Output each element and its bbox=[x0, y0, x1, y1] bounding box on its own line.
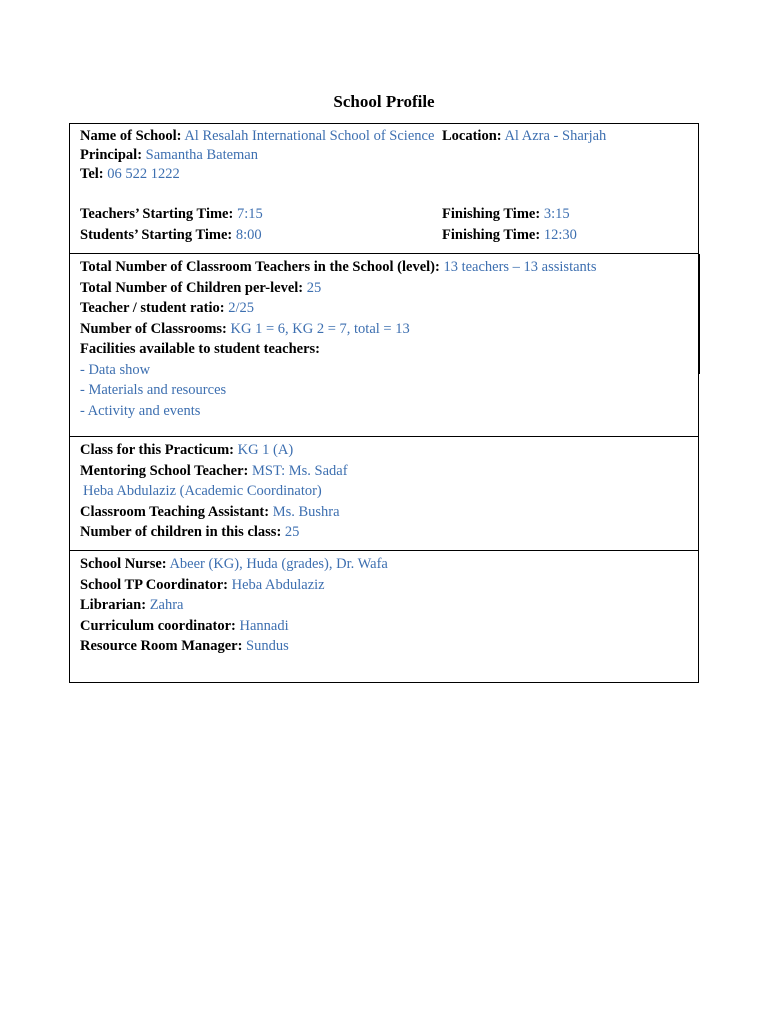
class-value: KG 1 (A) bbox=[237, 442, 294, 458]
mentor-value: MST: Ms. Sadaf bbox=[251, 462, 348, 479]
librarian-label: Librarian: bbox=[80, 597, 147, 613]
children-per-level-label: Total Number of Children per-level: bbox=[80, 279, 304, 296]
classrooms-value: KG 1 = 6, KG 2 = 7, total = 13 bbox=[230, 320, 410, 337]
assistant-value: Ms. Bushra bbox=[272, 503, 340, 520]
total-teachers-label: Total Number of Classroom Teachers in the School (level): bbox=[80, 259, 440, 275]
staffing-section bbox=[70, 254, 698, 437]
librarian-row bbox=[80, 595, 698, 616]
librarian-value: Zahra bbox=[149, 597, 184, 613]
classrooms-row bbox=[80, 319, 698, 340]
tel-value: 06 522 1222 bbox=[107, 166, 180, 182]
teachers-start-value: 7:15 bbox=[236, 206, 263, 222]
resource-room-row bbox=[80, 636, 698, 657]
students-start-label: Students’ Starting Time: bbox=[80, 227, 233, 243]
tel-row bbox=[80, 165, 698, 184]
teachers-finish-value: 3:15 bbox=[543, 206, 570, 222]
right-border-accent bbox=[698, 254, 700, 374]
children-per-level-value: 25 bbox=[306, 279, 322, 296]
class-label: Class for this Practicum: bbox=[80, 442, 234, 458]
mentor-row bbox=[80, 461, 698, 482]
school-info-section bbox=[70, 124, 698, 254]
location-value: Al Azra - Sharjah bbox=[504, 128, 607, 144]
nurse-value: Abeer (KG), Huda (grades), Dr. Wafa bbox=[169, 556, 388, 572]
ratio-row bbox=[80, 298, 698, 319]
tp-coordinator-label: School TP Coordinator: bbox=[80, 576, 228, 593]
facility-item: - Materials and resources bbox=[80, 382, 227, 398]
tp-coordinator-value: Heba Abdulaziz bbox=[231, 576, 325, 593]
page-title: School Profile bbox=[333, 92, 435, 111]
students-time-row bbox=[80, 225, 698, 246]
teachers-time-row bbox=[80, 204, 698, 225]
facility-item: - Data show bbox=[80, 361, 151, 378]
teachers-finish-label: Finishing Time: bbox=[442, 206, 541, 222]
class-children-label: Number of children in this class: bbox=[80, 524, 282, 540]
profile-table bbox=[69, 123, 699, 683]
mentor-label: Mentoring School Teacher: bbox=[80, 462, 249, 479]
class-children-row bbox=[80, 522, 698, 543]
principal-label: Principal: bbox=[80, 147, 143, 163]
total-teachers-row bbox=[80, 257, 698, 278]
resource-room-label: Resource Room Manager: bbox=[80, 638, 243, 654]
curriculum-value: Hannadi bbox=[239, 617, 289, 634]
name-location-row bbox=[80, 127, 698, 146]
name-label: Name of School: bbox=[80, 128, 182, 144]
resource-room-value: Sundus bbox=[246, 638, 289, 654]
ratio-label: Teacher / student ratio: bbox=[80, 300, 225, 316]
curriculum-label: Curriculum coordinator: bbox=[80, 617, 236, 634]
class-row bbox=[80, 440, 698, 461]
facility-item: - Activity and events bbox=[80, 402, 201, 419]
contacts-section bbox=[70, 551, 698, 682]
ratio-value: 2/25 bbox=[228, 300, 254, 316]
principal-value: Samantha Bateman bbox=[145, 147, 258, 163]
tel-label: Tel: bbox=[80, 166, 104, 182]
assistant-label: Classroom Teaching Assistant: bbox=[80, 503, 270, 520]
classrooms-label: Number of Classrooms: bbox=[80, 320, 227, 337]
location-label: Location: bbox=[442, 128, 502, 144]
nurse-row bbox=[80, 554, 698, 575]
name-value: Al Resalah International School of Science bbox=[184, 128, 435, 144]
tp-coordinator-row bbox=[80, 575, 698, 596]
children-per-level-row bbox=[80, 278, 698, 299]
class-children-value: 25 bbox=[284, 524, 300, 540]
students-finish-label: Finishing Time: bbox=[442, 227, 541, 243]
mentor-extra: Heba Abdulaziz (Academic Coordinator) bbox=[83, 483, 322, 499]
total-teachers-value: 13 teachers – 13 assistants bbox=[443, 259, 597, 275]
assistant-row bbox=[80, 502, 698, 523]
students-finish-value: 12:30 bbox=[543, 227, 577, 243]
principal-row bbox=[80, 146, 698, 165]
practicum-section bbox=[70, 437, 698, 551]
curriculum-row bbox=[80, 616, 698, 637]
facilities-label: Facilities available to student teachers: bbox=[80, 341, 321, 357]
students-start-value: 8:00 bbox=[235, 227, 262, 243]
nurse-label: School Nurse: bbox=[80, 556, 167, 572]
teachers-start-label: Teachers’ Starting Time: bbox=[80, 206, 234, 222]
